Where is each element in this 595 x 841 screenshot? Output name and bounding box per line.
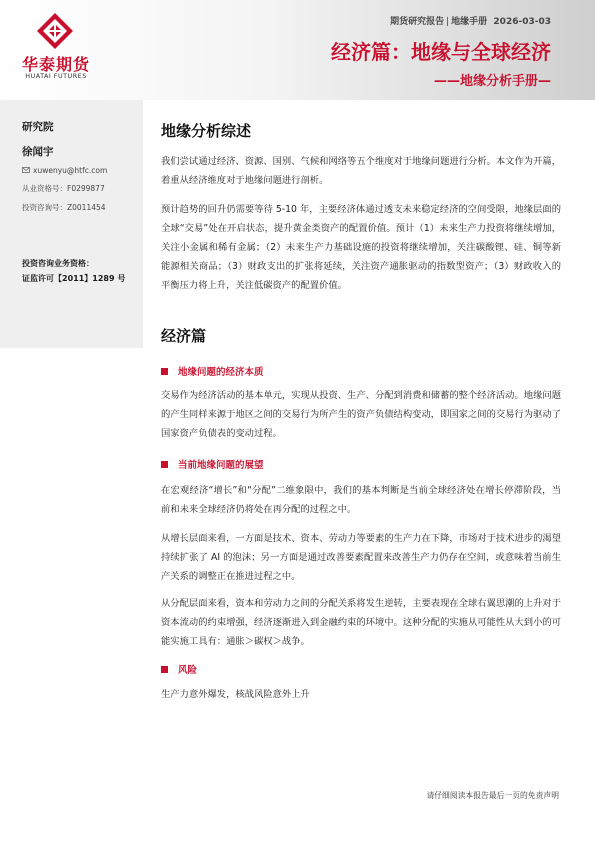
section-outlook: [161, 457, 264, 471]
section-title: 风险: [178, 665, 198, 676]
outlook-paragraph-3: 从分配层面来看，资本和劳动力之间的分配关系将发生逆转，主要表现在全球右翼思潮的上升对于资本流动的约束增强，经济逐渐进入到金融约束的环境中。这种分配的实施从可能性从大到小的可能实施工具有：通胀＞碳权＞战争。: [161, 598, 561, 647]
disclaimer-footer: 请仔细阅读本报告最后一页的免责声明: [426, 791, 559, 800]
overview-heading: 地缘分析综述: [161, 122, 252, 140]
risk-paragraph: 生产力意外爆发，核战风险意外上升: [161, 689, 310, 700]
report-title: 经济篇：地缘与全球经济: [331, 40, 551, 64]
report-date: 2026-03-03: [493, 17, 551, 27]
bullet-square-icon: [161, 461, 168, 468]
economy-heading: 经济篇: [161, 327, 207, 345]
license-label: 投资咨询业务资格：: [22, 259, 94, 268]
outlook-paragraph-2: 从增长层面来看，一方面是技术、资本、劳动力等要素的生产力在下降，市场对于技术进步的渴望持续扩张了 AI 的泡沫；另一方面是通过改善要素配置来改善生产力仍存在空间，或意味着当前生产关系的调整正在推进过程之中。: [161, 533, 561, 582]
page-header: [0, 0, 595, 100]
brand-name-en: HUATAI FUTURES: [25, 72, 87, 80]
outlook-paragraph-1: 在宏观经济“增长”和“分配”二维象限中，我们的基本判断是当前全球经济处在增长停滞阶段，当前和未来全球经济仍将处在再分配的过程之中。: [161, 485, 561, 515]
qualification-number: 从业资格号：F0299877: [22, 184, 105, 193]
bullet-square-icon: [161, 368, 168, 375]
author-email-row: [22, 166, 107, 175]
report-type: 期货研究报告: [390, 17, 445, 27]
brand-name-cn: 华泰期货: [21, 55, 90, 74]
department: 研究院: [22, 121, 54, 133]
report-meta: [390, 14, 551, 27]
author-name: 徐闻宇: [22, 146, 54, 158]
section-risk: [161, 662, 197, 676]
overview-paragraph-2: 预计趋势的回升仍需要等待 5-10 年，主要经济体通过透支未来稳定经济的空间受限，地缘层面的全球“交易”处在开启状态，提升黄金类资产的配置价值。预计（1）未来生产力投资将继续增加，关注小金属和稀有金属；（2）未来生产力基础设施的投资将继续增加，关注碳酸锂、硅、铜等新能源相关商品；（3）财政支出的扩张将延续，关注资产通胀驱动的指数型资产；（3）财政收入的平衡压力将上升，关注低碳资产的配置价值。: [161, 204, 561, 291]
section-economic-essence: [161, 364, 264, 378]
author-email[interactable]: xuwenyu@htfc.com: [33, 166, 108, 175]
overview-paragraph-1: 我们尝试通过经济、资源、国别、气候和网络等五个维度对于地缘问题进行分析。本文作为开篇，着重从经济维度对于地缘问题进行剖析。: [161, 156, 561, 186]
bullet-square-icon: [161, 666, 168, 673]
license-number: 证监许可【2011】1289 号: [22, 274, 126, 283]
economic-essence-paragraph: 交易作为经济活动的基本单元，实现从投资、生产、分配到消费和储蓄的整个经济活动。地缘问题的产生同样来源于地区之间的交易行为所产生的资产负债结构变动，即国家之间的交易行为驱动了国家资产负债表的变动过程。: [161, 390, 561, 439]
author-sidebar: [0, 100, 143, 348]
huatai-logo-icon: [36, 12, 74, 50]
report-subtitle: ——地缘分析手册—: [433, 74, 551, 89]
investment-qualification-number: 投资咨询号：Z0011454: [22, 203, 106, 212]
section-title: 地缘问题的经济本质: [178, 367, 264, 378]
mail-icon: [22, 167, 30, 173]
report-series: 地缘手册: [451, 17, 488, 27]
section-title: 当前地缘问题的展望: [178, 460, 264, 471]
meta-separator: |: [446, 17, 450, 27]
